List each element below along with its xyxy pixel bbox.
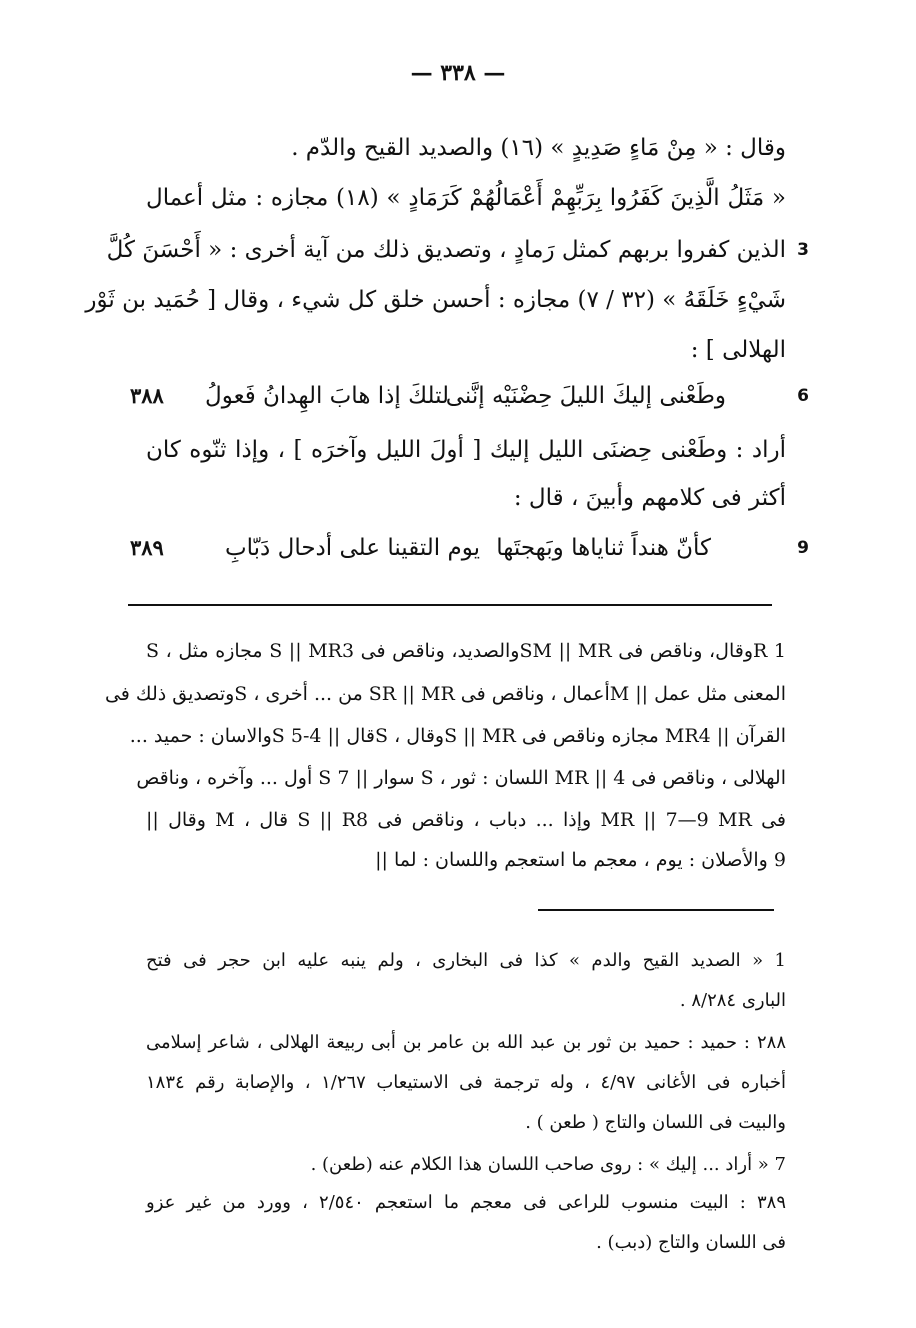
- main-text-line-2: « مَثَلُ الَّذِينَ كَفَرُوا بِرَبِّهِمْ أَعْمَالُهُمْ كَرَمَادٍ » (١٨) مجازه : مثل أعمال: [146, 185, 787, 211]
- footnote-divider: [538, 909, 774, 911]
- footnote-line-6: 7 « أراد ... إليك » : روى صاحب اللسان هذا الكلام عنه (طعن) .: [310, 1154, 786, 1175]
- apparatus-line-5: فى MR || 7—9 MR وإذا ... دباب ، وناقص فى S || R8 قال ، M وقال ||: [146, 809, 787, 831]
- page-number-header: — ٣٣٨ —: [410, 60, 506, 86]
- main-text-line-7: أكثر فى كلامهم وأبينَ ، قال :: [513, 485, 786, 511]
- main-text-line-1: وقال : « مِنْ مَاءٍ صَدِيدٍ » (١٦) والصديد القيح والدّم .: [291, 135, 786, 161]
- verse-2-reference: ٣٨٩: [130, 535, 164, 560]
- apparatus-line-6: 9 والأصلان : يوم ، معجم ما استعجم واللسان : لما ||: [375, 849, 786, 871]
- line-number-9: 9: [797, 538, 809, 558]
- verse-1-left-hemistich: لتلكَ إذا هابَ الهِدانُ فَعولُ: [205, 383, 450, 409]
- apparatus-line-1: 1 Rوقال، وناقص فى SM || MRوالصديد، وناقص فى S || MR3 مجازه مثل ، S: [146, 640, 786, 662]
- footnote-line-5: والبيت فى اللسان والتاج ( طعن ) .: [525, 1112, 786, 1133]
- main-text-line-4: شَيْءٍ خَلَقَهُ » (٣٢ / ٧) مجازه : أحسن خلق كل شيء ، وقال [ حُمَيد بن ثَوْر: [85, 287, 786, 313]
- verse-2-right-hemistich: كأنّ هنداً ثناياها وبَهجتَها: [496, 535, 711, 561]
- apparatus-line-3: القرآن || MR4 مجازه وناقص فى S || MRوقال ، Sقال || 4-5 Sوالاسان : حميد ...: [129, 725, 786, 747]
- footnote-line-4: أخباره فى الأغانى ٤/٩٧ ، وله ترجمة فى الاستيعاب ١/٢٦٧ ، والإصابة رقم ١٨٣٤: [146, 1072, 786, 1093]
- main-text-line-5: الهلالى ] :: [690, 337, 786, 363]
- line-number-6: 6: [797, 386, 809, 406]
- verse-1-reference: ٣٨٨: [130, 383, 164, 408]
- footnote-line-1: 1 « الصديد القيح والدم » كذا فى البخارى ، ولم ينبه عليه ابن حجر فى فتح: [146, 950, 786, 971]
- apparatus-line-2: المعنى مثل عمل || Mأعمال ، وناقص فى SR || MR من ... أخرى ، Sوتصديق ذلك فى: [104, 683, 786, 705]
- verse-1-right-hemistich: وطَعْنى إليكَ الليلَ حِضْنَيْه إنَّنى: [445, 383, 726, 409]
- line-number-3: 3: [797, 240, 809, 260]
- main-text-line-3: الذين كفروا بربهم كمثل رَمادٍ ، وتصديق ذلك من آية أخرى : « أَحْسَنَ كُلَّ: [106, 237, 786, 263]
- verse-2-left-hemistich: يوم التقينا على أدحال دَبّابِ: [225, 535, 481, 561]
- footnote-line-2: البارى ٨/٢٨٤ .: [679, 990, 786, 1011]
- footnote-line-3: ٢٨٨ : حميد : حميد بن ثور بن عبد الله بن عامر بن أبى ربيعة الهلالى ، شاعر إسلامى: [146, 1032, 786, 1053]
- main-text-line-6: أراد : وطَعْنى حِضنَى الليل إليك [ أولَ الليل وآخرَه ] ، وإذا ثنّوه كان: [146, 437, 786, 463]
- footnote-line-7: ٣٨٩ : البيت منسوب للراعى فى معجم ما استعجم ٢/٥٤٠ ، وورد من غير عزو: [146, 1192, 787, 1213]
- apparatus-divider: [128, 604, 772, 606]
- footnote-line-8: فى اللسان والتاج (دبب) .: [596, 1232, 786, 1253]
- apparatus-line-4: الهلالى ، وناقص فى MR || 4 اللسان : ثور ، S سوار || S 7 أول ... وآخره ، وناقص: [136, 767, 786, 789]
